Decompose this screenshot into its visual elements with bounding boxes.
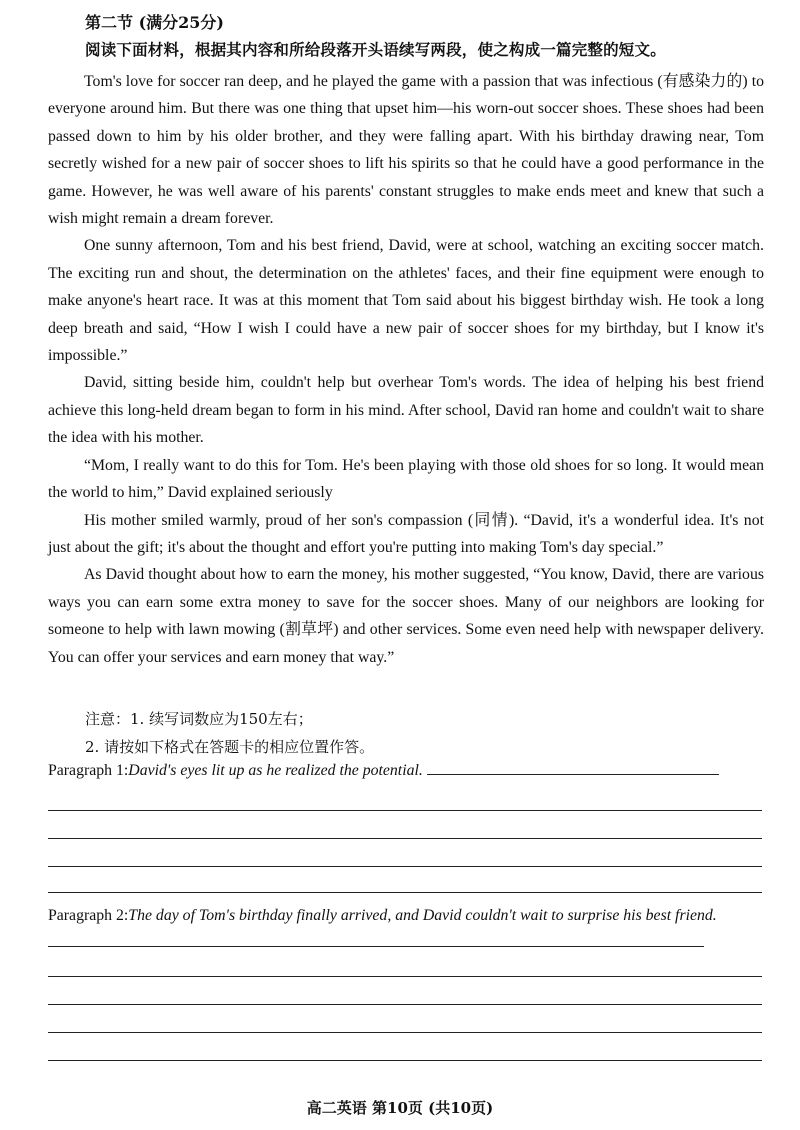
paragraph-1-start: David's eyes lit up as he realized the potential.	[128, 762, 423, 779]
answer-line[interactable]	[48, 810, 762, 811]
reading-passage	[48, 68, 764, 671]
task-instructions: 阅读下面材料，根据其内容和所给段落开头语续写两段，使之构成一篇完整的短文。	[85, 40, 666, 59]
paragraph-2-start: The day of Tom's birthday finally arrived, and David couldn't wait to surprise his best friend.	[128, 907, 717, 924]
page-footer: 高二英语 第10页 (共10页)	[306, 1099, 494, 1117]
paragraph-2-prompt	[48, 902, 764, 956]
answer-line[interactable]	[48, 946, 704, 947]
note-format: 2. 请按如下格式在答题卡的相应位置作答。	[85, 738, 375, 756]
passage-paragraph: One sunny afternoon, Tom and his best friend, David, were at school, watching an exciting soccer match. The exciting run and shout, the determination on the athletes' faces, and their fine equipment were enough to make anyone's heart race. It was at this moment that Tom said about his biggest birthday wish. He took a long deep breath and said, “How I wish I could have a new pair of soccer shoes for my birthday, but I know it's impossible.”	[48, 237, 764, 365]
answer-line[interactable]	[48, 838, 762, 839]
answer-line[interactable]	[427, 774, 719, 775]
answer-line[interactable]	[48, 892, 762, 893]
answer-line[interactable]	[48, 866, 762, 867]
passage-paragraph: As David thought about how to earn the money, his mother suggested, “You know, David, there are various ways you can earn some extra money to save for the soccer shoes. Many of our neighbors are looking for someone to help with lawn mowing (割草坪) and other services. Some even need help with newspaper delivery. You can offer your services and earn money that way.”	[48, 566, 764, 666]
answer-line[interactable]	[48, 1060, 762, 1061]
notes	[85, 705, 765, 761]
passage-paragraph: “Mom, I really want to do this for Tom. He's been playing with those old shoes for so long. It would mean the world to him,” David explained seriously	[48, 456, 764, 502]
section-title: 第二节 (满分25分)	[85, 13, 224, 32]
paragraph-1-prompt	[48, 762, 764, 780]
answer-line[interactable]	[48, 1032, 762, 1033]
answer-line[interactable]	[48, 1004, 762, 1005]
note-word-count: 注意：1. 续写词数应为150左右；	[85, 710, 313, 728]
paragraph-2-label: Paragraph 2:	[48, 907, 129, 924]
passage-paragraph: Tom's love for soccer ran deep, and he played the game with a passion that was infectious (有感染力的) to everyone around him. But there was one thing that upset him—his worn-out soccer shoes. These shoes had been passed down to him by his older brother, and they were falling apart. With his birthday drawing near, Tom secretly wished for a new pair of soccer shoes to lift his spirits so that he could have a good performance in the game. However, he was well aware of his parents' constant struggles to make ends meet and knew that such a wish might remain a dream forever.	[48, 73, 764, 228]
answer-line[interactable]	[48, 976, 762, 977]
passage-paragraph: David, sitting beside him, couldn't help but overhear Tom's words. The idea of helping his best friend achieve this long-held dream began to form in his mind. After school, David ran home and couldn't wait to share the idea with his mother.	[48, 374, 764, 447]
passage-paragraph: His mother smiled warmly, proud of her son's compassion (同情). “David, it's a wonderful idea. It's not just about the gift; it's about the thought and effort you're putting into making Tom's day special.”	[48, 511, 764, 556]
paragraph-1-label: Paragraph 1:	[48, 762, 129, 779]
